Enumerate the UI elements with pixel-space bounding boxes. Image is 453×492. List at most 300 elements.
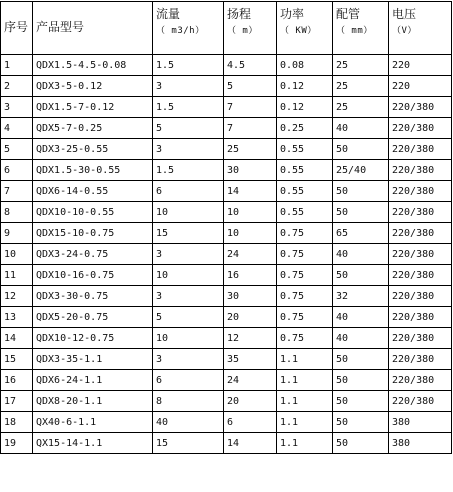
cell-value: 32 (336, 290, 349, 302)
cell-value: 20 (227, 311, 240, 323)
cell-value: 220/380 (392, 164, 435, 176)
cell-voltage (389, 349, 452, 370)
cell-index (1, 244, 33, 265)
cell-value: 40 (336, 332, 349, 344)
cell-pipe (333, 265, 389, 286)
header-cell-power (277, 2, 333, 55)
header-cell-model (33, 2, 153, 55)
cell-value: 20 (227, 395, 240, 407)
cell-index (1, 160, 33, 181)
cell-pipe (333, 244, 389, 265)
cell-head (224, 328, 277, 349)
table-row (1, 118, 452, 139)
cell-power (277, 202, 333, 223)
cell-value: 220/380 (392, 227, 435, 239)
cell-power (277, 265, 333, 286)
cell-value: 16 (4, 374, 17, 386)
cell-pipe (333, 412, 389, 433)
cell-head (224, 349, 277, 370)
cell-power (277, 118, 333, 139)
cell-value: 0.55 (280, 143, 305, 155)
cell-power (277, 223, 333, 244)
cell-head (224, 139, 277, 160)
cell-voltage (389, 328, 452, 349)
cell-value: 25 (227, 143, 240, 155)
cell-flow (153, 349, 224, 370)
cell-value: 50 (336, 437, 349, 449)
cell-value: 0.08 (280, 59, 305, 71)
cell-power (277, 286, 333, 307)
table-row (1, 139, 452, 160)
cell-value: 24 (227, 248, 240, 260)
table-row (1, 391, 452, 412)
header-unit: （ m） (227, 26, 258, 36)
cell-head (224, 202, 277, 223)
cell-model (33, 181, 153, 202)
cell-index (1, 55, 33, 76)
cell-value: 15 (156, 227, 169, 239)
cell-head (224, 391, 277, 412)
cell-value: 0.55 (280, 164, 305, 176)
cell-model (33, 97, 153, 118)
cell-value: 220/380 (392, 248, 435, 260)
cell-power (277, 97, 333, 118)
cell-value: 0.75 (280, 290, 305, 302)
cell-model (33, 202, 153, 223)
cell-value: 19 (4, 437, 17, 449)
cell-head (224, 223, 277, 244)
cell-flow (153, 286, 224, 307)
cell-value: 4 (4, 122, 11, 134)
cell-value: 6 (156, 185, 163, 197)
cell-value: 380 (392, 437, 411, 449)
cell-power (277, 160, 333, 181)
cell-flow (153, 307, 224, 328)
cell-power (277, 244, 333, 265)
cell-value: QDX5-20-0.75 (36, 311, 109, 323)
cell-voltage (389, 391, 452, 412)
cell-value: 50 (336, 395, 349, 407)
cell-head (224, 55, 277, 76)
cell-value: 220/380 (392, 122, 435, 134)
cell-value: 10 (156, 206, 169, 218)
cell-index (1, 139, 33, 160)
cell-value: 220/380 (392, 143, 435, 155)
cell-value: 6 (227, 416, 234, 428)
cell-pipe (333, 328, 389, 349)
cell-value: 220 (392, 59, 411, 71)
header-title: 功率 (280, 7, 305, 21)
cell-value: 1.1 (280, 395, 299, 407)
header-title: 流量 (156, 7, 181, 21)
cell-value: 4.5 (227, 59, 246, 71)
cell-power (277, 139, 333, 160)
header-unit: （ mm） (336, 26, 373, 36)
cell-value: 220/380 (392, 353, 435, 365)
cell-value: 0.55 (280, 185, 305, 197)
cell-voltage (389, 286, 452, 307)
cell-value: 10 (227, 227, 240, 239)
cell-head (224, 118, 277, 139)
cell-model (33, 412, 153, 433)
cell-value: QDX8-20-1.1 (36, 395, 103, 407)
cell-flow (153, 412, 224, 433)
cell-pipe (333, 433, 389, 454)
cell-head (224, 244, 277, 265)
cell-model (33, 328, 153, 349)
cell-voltage (389, 139, 452, 160)
cell-value: QX40-6-1.1 (36, 416, 97, 428)
header-cell-voltage (389, 2, 452, 55)
cell-value: 40 (336, 248, 349, 260)
cell-value: 6 (4, 164, 11, 176)
table-row (1, 97, 452, 118)
cell-pipe (333, 286, 389, 307)
cell-value: 0.75 (280, 311, 305, 323)
cell-head (224, 181, 277, 202)
header-unit: （ m3/h） (156, 26, 205, 36)
header-cell-head (224, 2, 277, 55)
cell-head (224, 433, 277, 454)
cell-value: 35 (227, 353, 240, 365)
cell-value: 11 (4, 269, 17, 281)
cell-value: QDX3-30-0.75 (36, 290, 109, 302)
cell-flow (153, 202, 224, 223)
cell-value: 0.55 (280, 206, 305, 218)
table-row (1, 55, 452, 76)
cell-head (224, 307, 277, 328)
cell-pipe (333, 349, 389, 370)
cell-power (277, 370, 333, 391)
cell-value: 220/380 (392, 395, 435, 407)
cell-index (1, 181, 33, 202)
cell-model (33, 286, 153, 307)
cell-flow (153, 328, 224, 349)
table-row (1, 202, 452, 223)
cell-value: 10 (227, 206, 240, 218)
cell-power (277, 412, 333, 433)
cell-value: 220/380 (392, 269, 435, 281)
header-unit: （V） (392, 26, 417, 36)
cell-value: 1.1 (280, 353, 299, 365)
cell-value: 3 (156, 290, 163, 302)
cell-value: 3 (156, 353, 163, 365)
cell-value: QX15-14-1.1 (36, 437, 103, 449)
cell-index (1, 118, 33, 139)
header-cell-index (1, 2, 33, 55)
table-row (1, 433, 452, 454)
cell-value: 30 (227, 164, 240, 176)
cell-value: QDX1.5-4.5-0.08 (36, 59, 127, 71)
cell-value: 9 (4, 227, 11, 239)
table-row (1, 349, 452, 370)
cell-value: 14 (4, 332, 17, 344)
cell-index (1, 307, 33, 328)
table-row (1, 244, 452, 265)
cell-value: 1 (4, 59, 11, 71)
cell-power (277, 349, 333, 370)
cell-value: 7 (227, 122, 234, 134)
cell-flow (153, 76, 224, 97)
cell-index (1, 223, 33, 244)
cell-voltage (389, 202, 452, 223)
cell-value: 220 (392, 80, 411, 92)
cell-model (33, 223, 153, 244)
cell-voltage (389, 244, 452, 265)
cell-value: 5 (156, 122, 163, 134)
cell-power (277, 181, 333, 202)
cell-model (33, 433, 153, 454)
cell-value: 15 (156, 437, 169, 449)
cell-power (277, 391, 333, 412)
cell-model (33, 118, 153, 139)
cell-value: 13 (4, 311, 17, 323)
cell-value: 14 (227, 437, 240, 449)
cell-value: QDX6-24-1.1 (36, 374, 103, 386)
table-row (1, 370, 452, 391)
cell-flow (153, 139, 224, 160)
cell-index (1, 391, 33, 412)
cell-value: 220/380 (392, 185, 435, 197)
cell-head (224, 265, 277, 286)
cell-pipe (333, 370, 389, 391)
cell-value: 12 (227, 332, 240, 344)
header-title: 产品型号 (36, 20, 85, 34)
cell-flow (153, 55, 224, 76)
cell-value: 10 (156, 332, 169, 344)
cell-value: 10 (4, 248, 17, 260)
cell-value: 380 (392, 416, 411, 428)
cell-power (277, 433, 333, 454)
cell-model (33, 244, 153, 265)
cell-head (224, 97, 277, 118)
cell-value: 25 (336, 80, 349, 92)
cell-pipe (333, 307, 389, 328)
cell-value: 8 (4, 206, 11, 218)
cell-value: QDX15-10-0.75 (36, 227, 115, 239)
cell-value: QDX3-24-0.75 (36, 248, 109, 260)
cell-value: 50 (336, 185, 349, 197)
cell-flow (153, 181, 224, 202)
cell-index (1, 286, 33, 307)
header-title: 电压 (392, 7, 417, 21)
cell-head (224, 412, 277, 433)
cell-flow (153, 118, 224, 139)
cell-pipe (333, 223, 389, 244)
cell-value: QDX10-16-0.75 (36, 269, 115, 281)
cell-voltage (389, 97, 452, 118)
header-cell-pipe (333, 2, 389, 55)
cell-value: 50 (336, 206, 349, 218)
cell-value: QDX10-12-0.75 (36, 332, 115, 344)
cell-power (277, 328, 333, 349)
cell-value: QDX3-5-0.12 (36, 80, 103, 92)
cell-flow (153, 265, 224, 286)
cell-voltage (389, 433, 452, 454)
cell-flow (153, 97, 224, 118)
cell-value: 3 (4, 101, 11, 113)
cell-voltage (389, 76, 452, 97)
cell-value: 0.75 (280, 332, 305, 344)
cell-value: 5 (4, 143, 11, 155)
cell-value: 40 (156, 416, 169, 428)
cell-voltage (389, 370, 452, 391)
cell-value: 220/380 (392, 206, 435, 218)
cell-value: 30 (227, 290, 240, 302)
cell-voltage (389, 160, 452, 181)
cell-value: 220/380 (392, 374, 435, 386)
cell-value: 0.12 (280, 80, 305, 92)
header-title: 扬程 (227, 7, 252, 21)
cell-value: 1.1 (280, 416, 299, 428)
cell-power (277, 76, 333, 97)
cell-value: 40 (336, 122, 349, 134)
cell-flow (153, 391, 224, 412)
cell-head (224, 76, 277, 97)
cell-model (33, 139, 153, 160)
cell-model (33, 76, 153, 97)
cell-value: 5 (156, 311, 163, 323)
cell-value: 2 (4, 80, 11, 92)
cell-value: QDX5-7-0.25 (36, 122, 103, 134)
cell-value: 7 (227, 101, 234, 113)
cell-model (33, 55, 153, 76)
cell-value: QDX3-35-1.1 (36, 353, 103, 365)
table-row (1, 286, 452, 307)
cell-pipe (333, 76, 389, 97)
cell-flow (153, 433, 224, 454)
header-title: 序号 (4, 20, 29, 34)
table-row (1, 328, 452, 349)
cell-value: 3 (156, 248, 163, 260)
cell-index (1, 349, 33, 370)
cell-value: 0.75 (280, 248, 305, 260)
cell-value: 220/380 (392, 332, 435, 344)
cell-voltage (389, 55, 452, 76)
table-row (1, 181, 452, 202)
cell-value: 25 (336, 101, 349, 113)
cell-head (224, 370, 277, 391)
cell-value: QDX3-25-0.55 (36, 143, 109, 155)
table-row (1, 76, 452, 97)
cell-value: 50 (336, 143, 349, 155)
pump-spec-table (0, 1, 452, 454)
cell-pipe (333, 391, 389, 412)
cell-value: 1.1 (280, 374, 299, 386)
cell-voltage (389, 265, 452, 286)
cell-value: 1.5 (156, 164, 175, 176)
cell-flow (153, 223, 224, 244)
table-row (1, 160, 452, 181)
cell-voltage (389, 412, 452, 433)
cell-pipe (333, 202, 389, 223)
cell-index (1, 412, 33, 433)
cell-value: 14 (227, 185, 240, 197)
cell-value: 24 (227, 374, 240, 386)
cell-flow (153, 160, 224, 181)
table-row (1, 265, 452, 286)
cell-index (1, 265, 33, 286)
cell-value: 1.1 (280, 437, 299, 449)
cell-value: 5 (227, 80, 234, 92)
cell-value: 7 (4, 185, 11, 197)
cell-head (224, 160, 277, 181)
cell-flow (153, 370, 224, 391)
cell-value: 0.75 (280, 269, 305, 281)
table-row (1, 412, 452, 433)
cell-value: 25 (336, 59, 349, 71)
header-row (1, 2, 452, 55)
cell-value: QDX10-10-0.55 (36, 206, 115, 218)
cell-model (33, 307, 153, 328)
cell-pipe (333, 97, 389, 118)
header-cell-flow (153, 2, 224, 55)
header-unit: （ KW） (280, 26, 317, 36)
cell-value: QDX6-14-0.55 (36, 185, 109, 197)
cell-index (1, 370, 33, 391)
cell-value: QDX1.5-7-0.12 (36, 101, 115, 113)
cell-model (33, 370, 153, 391)
cell-value: 50 (336, 416, 349, 428)
cell-value: 0.75 (280, 227, 305, 239)
cell-index (1, 328, 33, 349)
cell-value: 10 (156, 269, 169, 281)
cell-model (33, 265, 153, 286)
cell-value: 16 (227, 269, 240, 281)
cell-flow (153, 244, 224, 265)
cell-value: 12 (4, 290, 17, 302)
cell-value: 65 (336, 227, 349, 239)
cell-pipe (333, 181, 389, 202)
cell-value: 8 (156, 395, 163, 407)
cell-value: 6 (156, 374, 163, 386)
header-title: 配管 (336, 7, 361, 21)
cell-value: 220/380 (392, 290, 435, 302)
cell-value: QDX1.5-30-0.55 (36, 164, 121, 176)
cell-pipe (333, 55, 389, 76)
cell-index (1, 433, 33, 454)
cell-model (33, 160, 153, 181)
cell-pipe (333, 160, 389, 181)
cell-value: 18 (4, 416, 17, 428)
cell-power (277, 307, 333, 328)
cell-voltage (389, 181, 452, 202)
cell-value: 3 (156, 143, 163, 155)
cell-power (277, 55, 333, 76)
cell-model (33, 349, 153, 370)
cell-value: 0.25 (280, 122, 305, 134)
cell-value: 1.5 (156, 59, 175, 71)
cell-index (1, 76, 33, 97)
cell-head (224, 286, 277, 307)
cell-value: 220/380 (392, 101, 435, 113)
cell-value: 50 (336, 353, 349, 365)
cell-index (1, 202, 33, 223)
cell-index (1, 97, 33, 118)
table-row (1, 307, 452, 328)
cell-value: 0.12 (280, 101, 305, 113)
table-row (1, 223, 452, 244)
cell-value: 220/380 (392, 311, 435, 323)
cell-value: 1.5 (156, 101, 175, 113)
cell-value: 25/40 (336, 164, 367, 176)
cell-value: 50 (336, 269, 349, 281)
cell-pipe (333, 118, 389, 139)
cell-voltage (389, 118, 452, 139)
cell-value: 40 (336, 311, 349, 323)
cell-pipe (333, 139, 389, 160)
cell-model (33, 391, 153, 412)
